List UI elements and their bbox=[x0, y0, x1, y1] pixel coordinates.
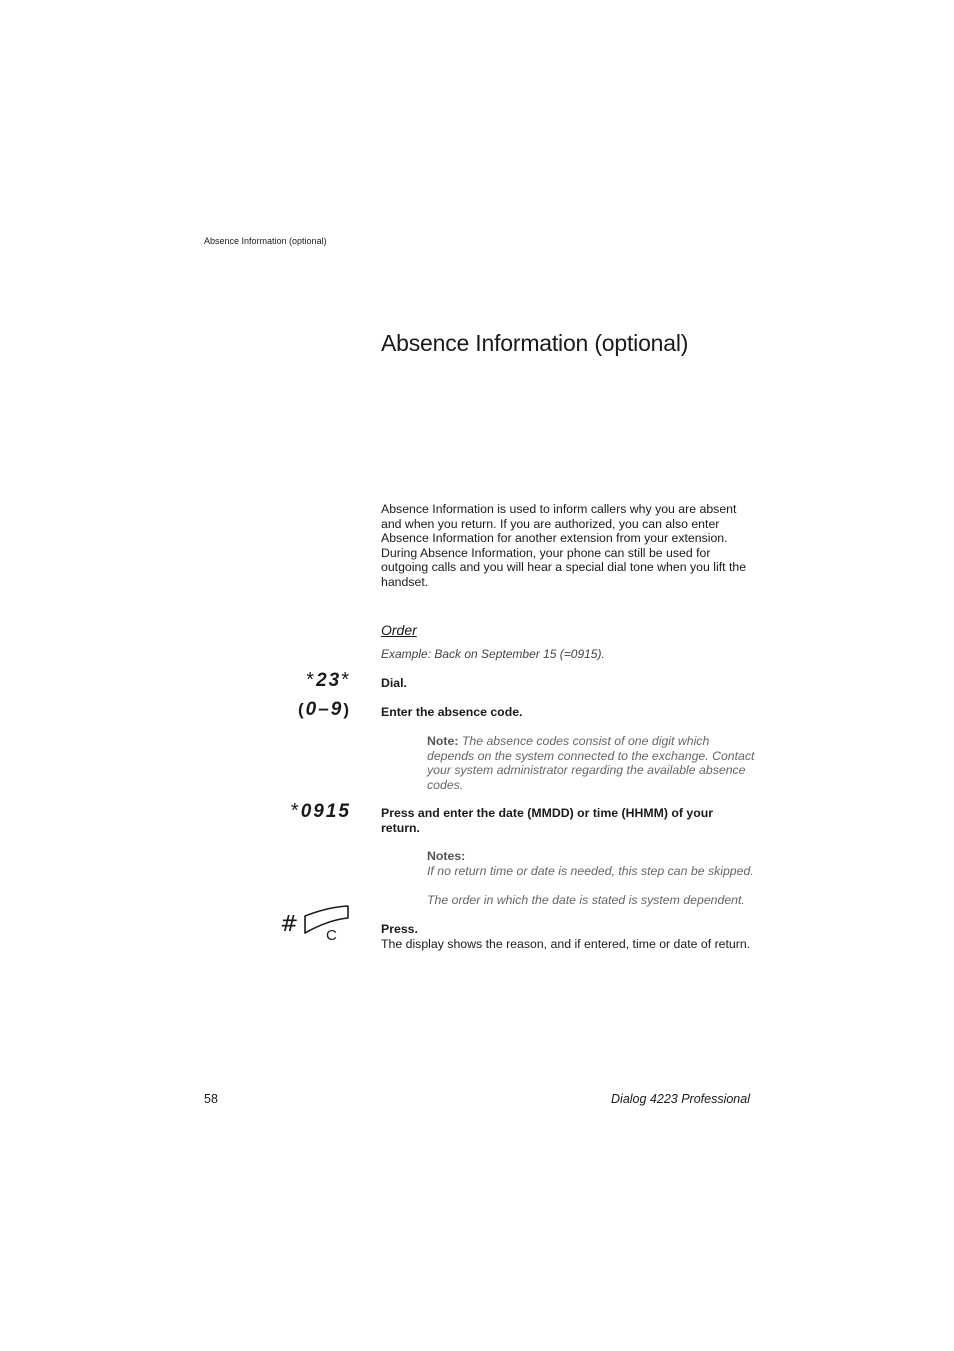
step-instruction-date bbox=[381, 806, 741, 835]
open-paren: ( bbox=[297, 700, 306, 719]
key-digits: 23 bbox=[316, 670, 342, 691]
key-sequence-hash-clear bbox=[278, 902, 354, 944]
example-text: Example: Back on September 15 (=0915). bbox=[381, 647, 605, 661]
star-key-icon: * bbox=[341, 669, 351, 691]
step-instruction-label: Dial. bbox=[381, 676, 407, 690]
page-number: 58 bbox=[204, 1092, 218, 1106]
step-instruction-label: Enter the absence code. bbox=[381, 705, 523, 719]
key-sequence-absence-code bbox=[298, 699, 351, 721]
key-digits: 0915 bbox=[300, 801, 351, 822]
step-detail: The display shows the reason, and if entered, time or date of return. bbox=[381, 936, 751, 951]
step-instruction-press bbox=[381, 922, 753, 951]
section-heading-order: Order bbox=[381, 622, 417, 638]
step-instruction-label: Press and enter the date (MMDD) or time (HHMM) of your return. bbox=[381, 806, 714, 835]
star-key-icon: * bbox=[290, 800, 301, 822]
key-range: 0–9 bbox=[305, 699, 344, 720]
note-text: The absence codes consist of one digit which depends on the system connected to the exchange. Contact your system administrator regarding the available absence codes. bbox=[427, 734, 755, 792]
note-text: If no return time or date is needed, this step can be skipped. bbox=[427, 863, 754, 878]
close-paren: ) bbox=[343, 700, 351, 719]
step-instruction-label: Press. bbox=[381, 922, 418, 936]
star-key-icon: * bbox=[306, 669, 317, 691]
key-sequence-star-23-star bbox=[306, 669, 351, 692]
note-label: Notes: bbox=[427, 849, 466, 863]
note-absence-codes bbox=[427, 734, 757, 792]
clear-key-label: C bbox=[326, 927, 337, 944]
hash-key-icon: # bbox=[280, 912, 299, 937]
note-text: The order in which the date is stated is system dependent. bbox=[427, 892, 745, 907]
notes-return-date bbox=[427, 849, 757, 907]
page-title: Absence Information (optional) bbox=[381, 330, 689, 356]
product-name: Dialog 4223 Professional bbox=[611, 1092, 750, 1106]
intro-paragraph: Absence Information is used to inform callers why you are absent and when you return. If you are authorized, you can also enter Absence Information for another extension from your extension. During Absence Information, your phone can still be used for outgoing calls and you will hear a special dial tone when you lift the handset. bbox=[381, 502, 747, 589]
step-instruction-dial bbox=[381, 676, 753, 691]
running-header: Absence Information (optional) bbox=[204, 236, 327, 246]
note-label: Note: bbox=[427, 734, 459, 748]
step-instruction-absence-code bbox=[381, 705, 753, 720]
key-sequence-star-0915 bbox=[291, 800, 351, 823]
